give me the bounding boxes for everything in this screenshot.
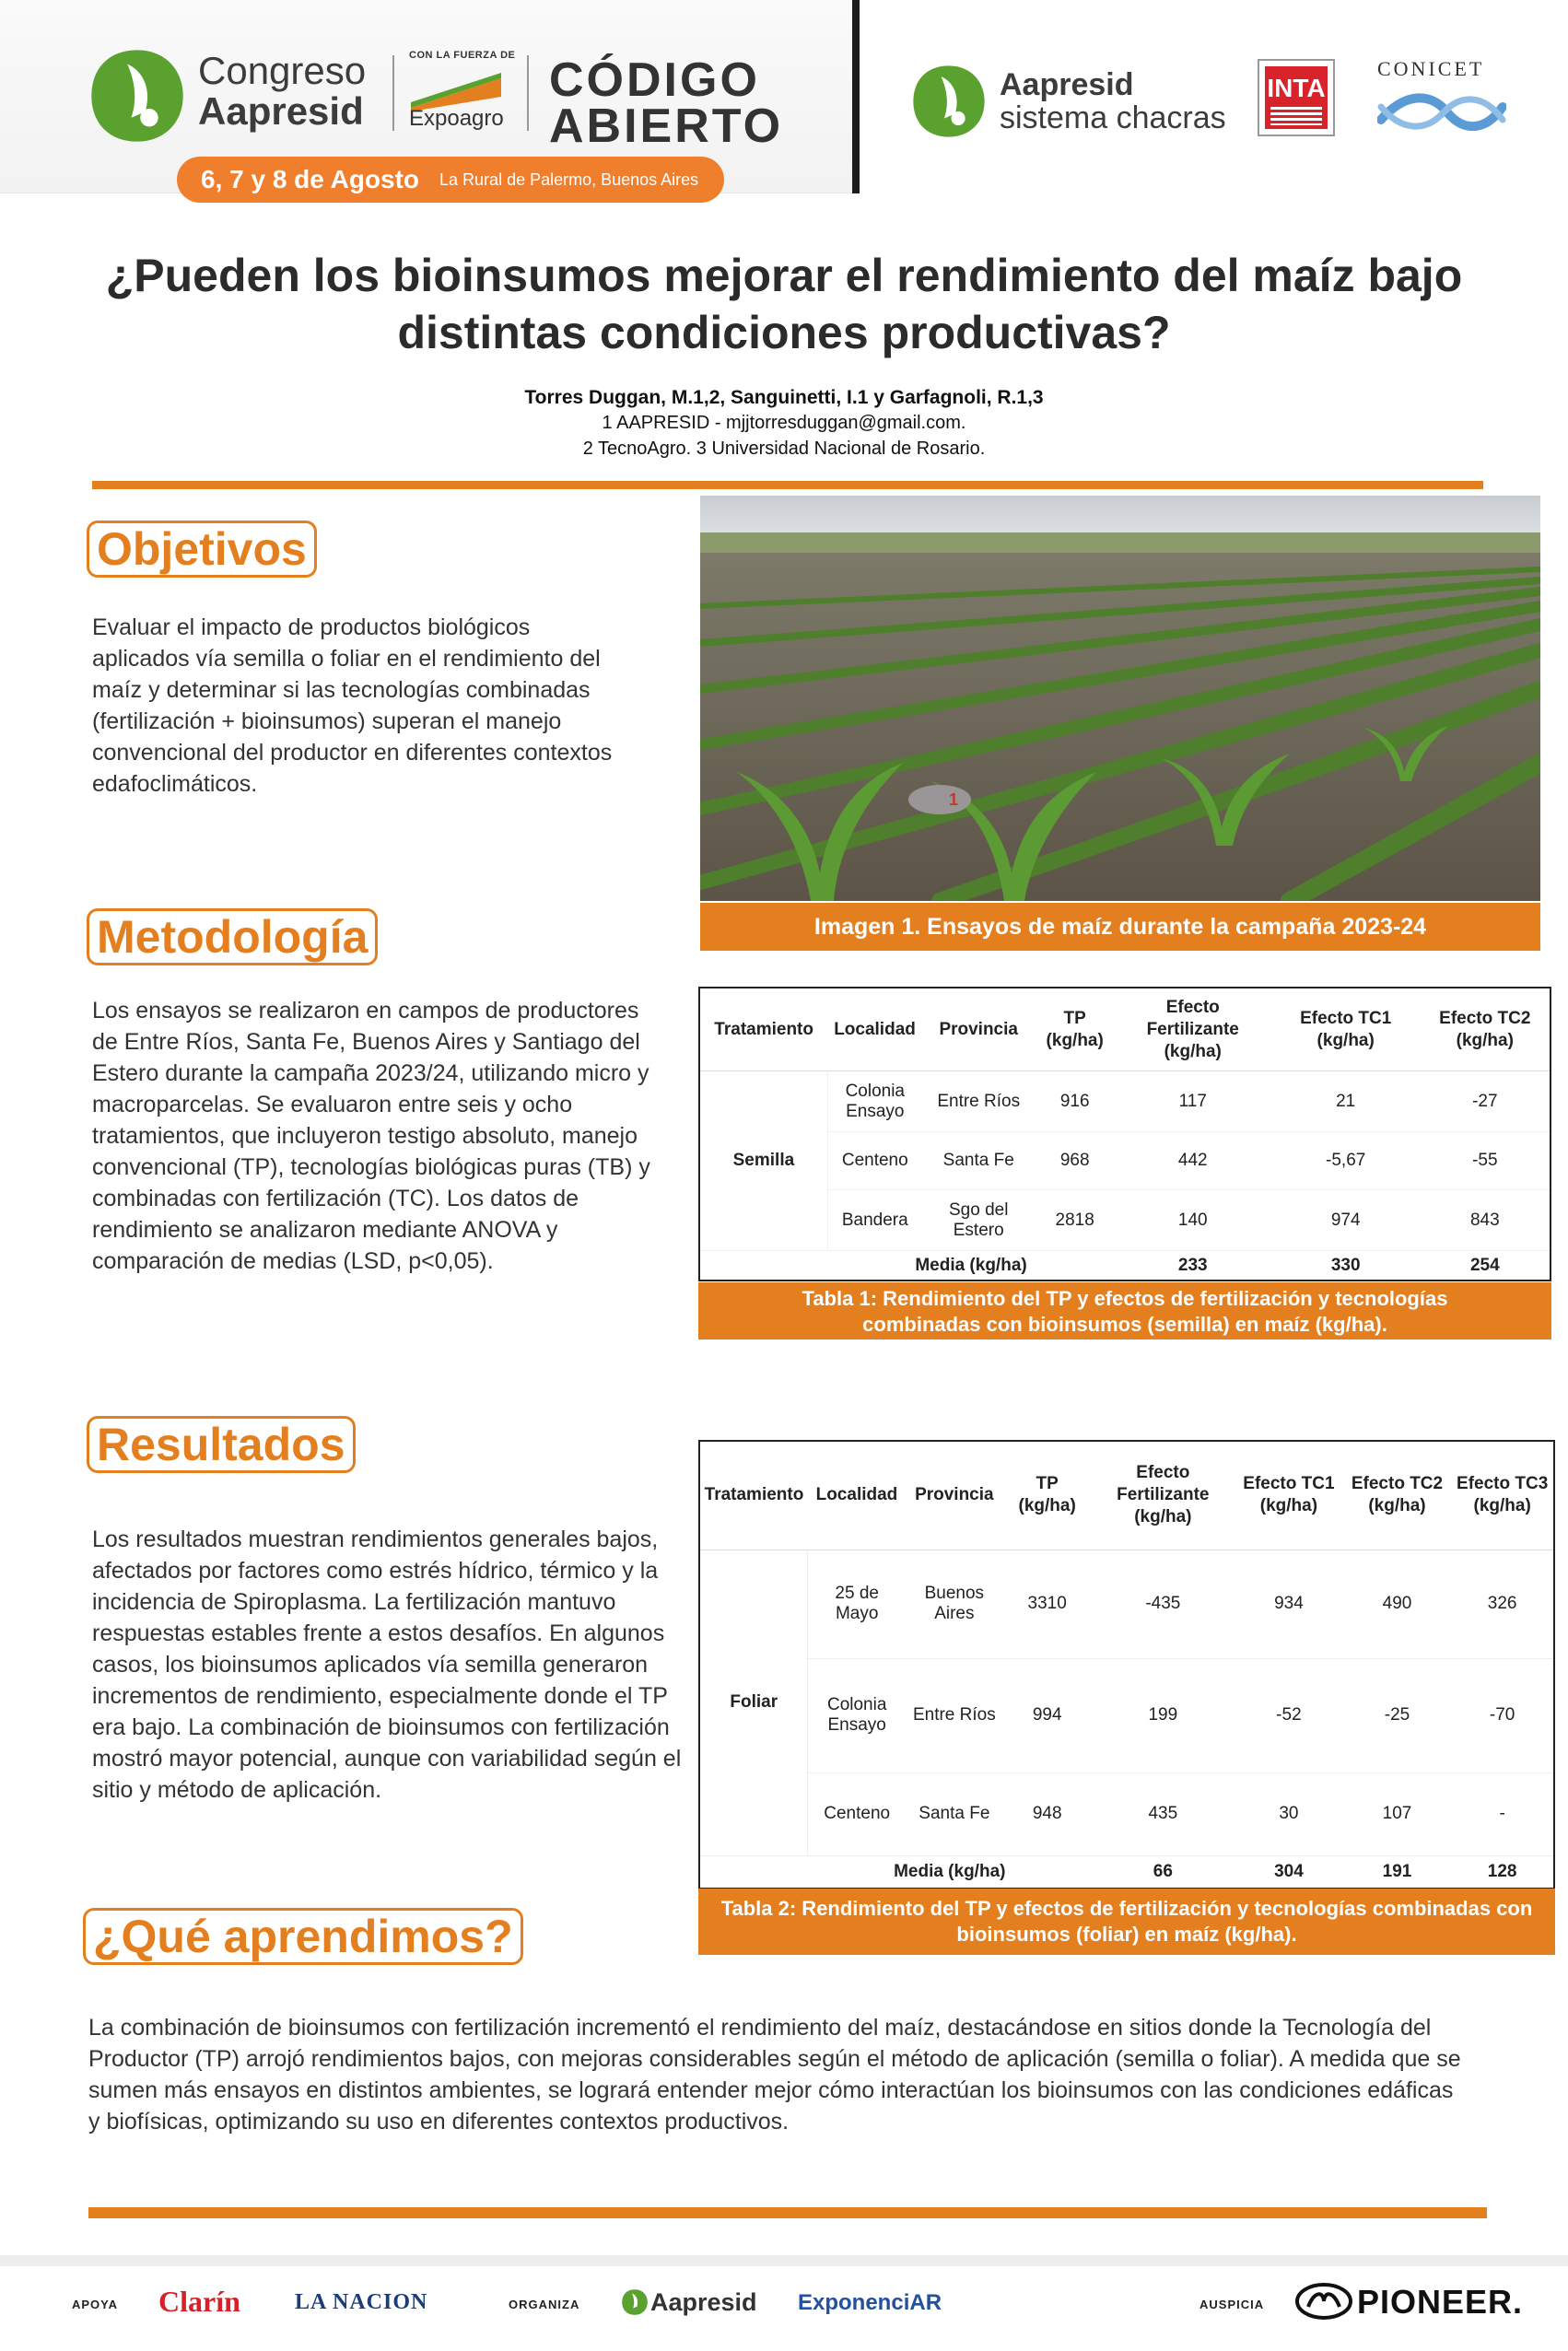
table1-header: Efecto TC2 (kg/ha) bbox=[1421, 988, 1550, 1071]
table-cell: 934 bbox=[1235, 1550, 1343, 1658]
table-cell: Centeno bbox=[808, 1772, 906, 1855]
bottom-orange-bar bbox=[88, 2207, 1487, 2218]
table-row bbox=[699, 1772, 1554, 1855]
pioneer-logo: PIONEER. bbox=[1357, 2283, 1524, 2321]
table-cell: Colonia Ensayo bbox=[827, 1071, 921, 1132]
table-cell: 435 bbox=[1092, 1772, 1235, 1855]
congreso-leaf-logo-icon bbox=[88, 46, 187, 146]
affiliation-1: 1 AAPRESID - mjjtorresduggan@gmail.com. bbox=[602, 413, 966, 433]
table-cell: 2818 bbox=[1036, 1189, 1115, 1250]
aprendimos-text: La combinación de bioinsumos con fertilización incrementó el rendimiento del maíz, destacándose en sitios donde la Tecnología del Productor (TP) arrojó rendimientos bajos, con mejoras considerables según el método de aplicación (semilla o foliar). A medida que se sumen más ensayos en distintos ambientes, se logrará entender mejor cómo interactúan los bioinsumos con las condiciones edáficas y biofísicas, optimizando su uso en diferentes contextos productivos. bbox=[88, 2015, 1461, 2135]
table-cell: -55 bbox=[1421, 1132, 1550, 1189]
table-cell: 994 bbox=[1003, 1658, 1092, 1772]
table2-header: Localidad bbox=[808, 1441, 906, 1550]
table-cell: - bbox=[1451, 1772, 1554, 1855]
table-cell: 326 bbox=[1451, 1550, 1554, 1658]
objetivos-heading: Objetivos bbox=[87, 520, 317, 578]
table2-header: Efecto TC3 (kg/ha) bbox=[1451, 1441, 1554, 1550]
poster-header bbox=[0, 0, 1568, 212]
table2-caption: Tabla 2: Rendimiento del TP y efectos de fertilización y tecnologías combinadas con bioinsumos (foliar) en maíz (kg/ha). bbox=[698, 1889, 1555, 1955]
table-row bbox=[699, 1189, 1550, 1250]
table2-mean-row bbox=[699, 1855, 1554, 1889]
sistema-line1: Aapresid bbox=[1000, 67, 1134, 102]
table1-header-row bbox=[699, 988, 1550, 1071]
congreso-line2: Aapresid bbox=[198, 89, 364, 133]
table1-header: Efecto TC1 (kg/ha) bbox=[1271, 988, 1421, 1071]
table-cell: Entre Ríos bbox=[906, 1658, 1003, 1772]
expoagro-label: Expoagro bbox=[409, 106, 504, 131]
table-cell: 916 bbox=[1036, 1071, 1115, 1132]
table-cell: Centeno bbox=[827, 1132, 921, 1189]
table-cell: 107 bbox=[1343, 1772, 1452, 1855]
table-cell: 304 bbox=[1235, 1855, 1343, 1889]
codigo-abierto-wordmark bbox=[549, 53, 784, 153]
codigo-line2: ABIERTO bbox=[549, 99, 784, 153]
table2-header: Efecto TC2 (kg/ha) bbox=[1343, 1441, 1452, 1550]
footer-band bbox=[0, 2255, 1568, 2266]
table-cell: Santa Fe bbox=[906, 1772, 1003, 1855]
title-underline bbox=[92, 481, 1483, 489]
table-row bbox=[699, 1550, 1554, 1658]
auspicia-label: AUSPICIA bbox=[1199, 2298, 1265, 2311]
table-cell: Buenos Aires bbox=[906, 1550, 1003, 1658]
table-cell: 191 bbox=[1343, 1855, 1452, 1889]
resultados-text: Los resultados muestran rendimientos generales bajos, afectados por factores como estrés hídrico, térmico y la incidencia de Spiroplasma. La fertilización mantuvo respuestas estables frente a estos desafíos. En algunos casos, los bioinsumos aplicados vía semilla generaron incrementos de rendimiento, especialmente donde el TP era bajo. La combinación de bioinsumos con fertilización mostró mayor potencial, aunque con variabilidad según el sitio y método de aplicación. bbox=[92, 1526, 682, 1803]
table2-header: Tratamiento bbox=[699, 1441, 808, 1550]
image1-caption: Imagen 1. Ensayos de maíz durante la campaña 2023-24 bbox=[700, 903, 1540, 951]
objetivos-text: Evaluar el impacto de productos biológicos aplicados vía semilla o foliar en el rendimiento del maíz y determinar si las tecnologías combinadas (fertilización + bioinsumos) superan el manejo convencional del productor en diferentes contextos edafoclimáticos. bbox=[92, 614, 613, 797]
metodologia-text: Los ensayos se realizaron en campos de productores de Entre Ríos, Santa Fe, Buenos Aires y Santiago del Estero durante la campaña 2023/24, utilizando micro y macroparcelas. Se evaluaron entre seis y ocho tratamientos, que incluyeron testigo absoluto, manejo convencional (TP), tecnologías biológicas puras (TB) y combinadas con fertilización (TC). Los datos de rendimiento se analizaron mediante ANOVA y comparación de medias (LSD, p<0,05). bbox=[92, 998, 650, 1274]
table-cell: Entre Ríos bbox=[922, 1071, 1036, 1132]
inta-label: INTA bbox=[1267, 74, 1326, 102]
table-row bbox=[699, 1658, 1554, 1772]
affiliation-2: 2 TecnoAgro. 3 Universidad Nacional de Rosario. bbox=[582, 439, 986, 459]
table1-header: Provincia bbox=[922, 988, 1036, 1071]
table-cell: 21 bbox=[1271, 1071, 1421, 1132]
clarin-logo: Clarín bbox=[158, 2285, 240, 2318]
poster-title: ¿Pueden los bioinsumos mejorar el rendimiento del maíz bajo distintas condiciones productivas? bbox=[105, 250, 1463, 358]
table-cell: 974 bbox=[1271, 1189, 1421, 1250]
conicet-wave-icon bbox=[1377, 88, 1506, 136]
table-cell: 3310 bbox=[1003, 1550, 1092, 1658]
table2-header: Provincia bbox=[906, 1441, 1003, 1550]
date-pill bbox=[177, 157, 724, 203]
table2-header-row bbox=[699, 1441, 1554, 1550]
table-cell: Bandera bbox=[827, 1189, 921, 1250]
resultados-heading: Resultados bbox=[87, 1416, 356, 1473]
table-cell: 117 bbox=[1115, 1071, 1271, 1132]
table-cell: 490 bbox=[1343, 1550, 1452, 1658]
aapresid-footer-leaf-icon bbox=[621, 2288, 649, 2316]
table1-caption: Tabla 1: Rendimiento del TP y efectos de fertilización y tecnologías combinadas con bioinsumos (semilla) en maíz (kg/ha). bbox=[698, 1282, 1551, 1339]
table-cell: -5,67 bbox=[1271, 1132, 1421, 1189]
table-cell: 330 bbox=[1271, 1251, 1421, 1281]
event-place: La Rural de Palermo, Buenos Aires bbox=[439, 170, 699, 189]
table1-treatment: Semilla bbox=[699, 1071, 827, 1251]
table-cell: 233 bbox=[1115, 1251, 1271, 1281]
table2-treatment: Foliar bbox=[699, 1550, 808, 1855]
table-cell: -25 bbox=[1343, 1658, 1452, 1772]
lanacion-logo: LA NACION bbox=[295, 2290, 428, 2314]
event-date: 6, 7 y 8 de Agosto bbox=[201, 165, 420, 193]
authors-line: Torres Duggan, M.1,2, Sanguinetti, I.1 y Garfagnoli, R.1,3 bbox=[524, 387, 1044, 408]
table-cell: 140 bbox=[1115, 1189, 1271, 1250]
plot-marker-label: 1 bbox=[949, 790, 959, 809]
table-cell: -52 bbox=[1235, 1658, 1343, 1772]
table-cell: 254 bbox=[1421, 1251, 1550, 1281]
fuerza-label: CON LA FUERZA DE bbox=[409, 50, 516, 61]
table-cell: 968 bbox=[1036, 1132, 1115, 1189]
table-cell: 442 bbox=[1115, 1132, 1271, 1189]
table-row bbox=[699, 1071, 1550, 1132]
table-cell: 843 bbox=[1421, 1189, 1550, 1250]
table-cell: Media (kg/ha) bbox=[827, 1251, 1114, 1281]
organiza-label: ORGANIZA bbox=[509, 2298, 580, 2311]
table-cell: Colonia Ensayo bbox=[808, 1658, 906, 1772]
table2-header: Efecto Fertilizante (kg/ha) bbox=[1092, 1441, 1235, 1550]
table-cell: Media (kg/ha) bbox=[808, 1855, 1092, 1889]
table1-header: Efecto Fertilizante (kg/ha) bbox=[1115, 988, 1271, 1071]
table2 bbox=[698, 1440, 1555, 1889]
table1 bbox=[698, 987, 1551, 1281]
table1-header: TP (kg/ha) bbox=[1036, 988, 1115, 1071]
table-cell: 66 bbox=[1092, 1855, 1235, 1889]
sistema-line2: sistema chacras bbox=[1000, 100, 1226, 135]
table-cell: -70 bbox=[1451, 1658, 1554, 1772]
header-separator bbox=[392, 55, 394, 131]
table-cell: 948 bbox=[1003, 1772, 1092, 1855]
inta-stripes bbox=[1270, 107, 1322, 125]
table2-header: Efecto TC1 (kg/ha) bbox=[1235, 1441, 1343, 1550]
metodologia-heading: Metodología bbox=[87, 908, 378, 965]
header-divider bbox=[852, 0, 860, 193]
table-cell: Sgo del Estero bbox=[922, 1189, 1036, 1250]
apoya-label: APOYA bbox=[72, 2298, 119, 2311]
corn-field-photo bbox=[700, 496, 1540, 901]
table-cell: -435 bbox=[1092, 1550, 1235, 1658]
codigo-line1: CÓDIGO bbox=[549, 53, 760, 107]
inta-logo bbox=[1258, 59, 1335, 136]
table1-header: Localidad bbox=[827, 988, 921, 1071]
table-cell: 199 bbox=[1092, 1658, 1235, 1772]
table-cell: 25 de Mayo bbox=[808, 1550, 906, 1658]
congreso-line1: Congreso bbox=[198, 49, 367, 92]
header-separator-2 bbox=[527, 55, 529, 131]
aprendimos-heading: ¿Qué aprendimos? bbox=[83, 1908, 523, 1965]
congreso-wordmark bbox=[198, 51, 366, 132]
aapresid-footer-logo: Aapresid bbox=[650, 2288, 757, 2316]
conicet-label: CONICET bbox=[1377, 57, 1485, 80]
sistema-chacras-leaf-icon bbox=[910, 63, 988, 140]
table1-mean-row bbox=[699, 1251, 1550, 1281]
table2-header: TP (kg/ha) bbox=[1003, 1441, 1092, 1550]
table-cell: Santa Fe bbox=[922, 1132, 1036, 1189]
table-cell: -27 bbox=[1421, 1071, 1550, 1132]
exponencial-logo: ExponenciAR bbox=[798, 2290, 942, 2315]
table-row bbox=[699, 1132, 1550, 1189]
sistema-chacras-wordmark bbox=[1000, 68, 1226, 135]
table-cell: 30 bbox=[1235, 1772, 1343, 1855]
table1-header: Tratamiento bbox=[699, 988, 827, 1071]
pioneer-emblem-icon bbox=[1295, 2283, 1352, 2320]
table-cell: 128 bbox=[1451, 1855, 1554, 1889]
